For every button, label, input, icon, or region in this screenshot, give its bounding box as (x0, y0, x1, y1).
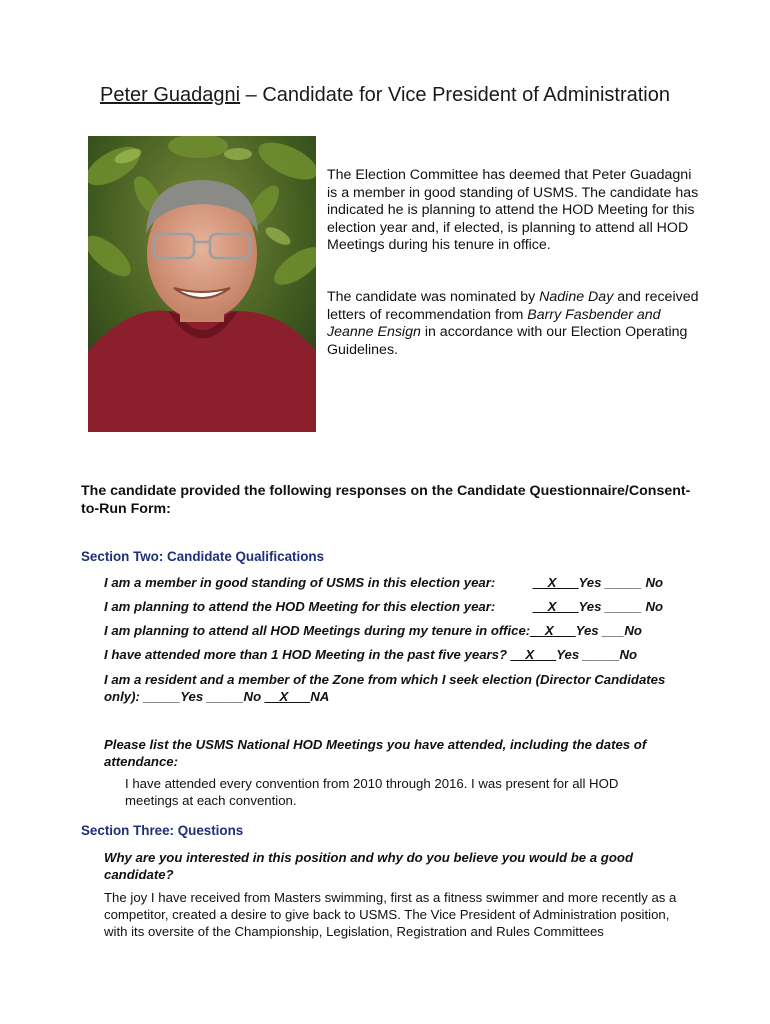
question-attend-hod-year: I am planning to attend the HOD Meeting for this election year: __X___Yes _____ No (104, 599, 664, 614)
intro-text-a: The candidate was nominated by (327, 289, 540, 305)
title-text: – Candidate for Vice President of Administration (240, 84, 670, 106)
responses-heading: The candidate provided the following responses on the Candidate Questionnaire/Consent-to-Run Form: (81, 483, 691, 517)
intro-paragraph-standing: The Election Committee has deemed that Peter Guadagni is a member in good standing of USMS. The candidate has indicated he is planning to attend the HOD Meeting for this election year and, if elected, is planning to attend all HOD Meetings during his tenure in office. (327, 167, 699, 254)
question-good-standing: I am a member in good standing of USMS in this election year: __X___Yes _____ No (104, 575, 664, 590)
question-zone-resident: I am a resident and a member of the Zone from which I seek election (Director Candidates only): _____Yes _____No __X___NA (104, 672, 666, 704)
candidate-portrait-icon (88, 136, 316, 432)
answer-attend-hod-year: __X___Yes _____ No (533, 599, 664, 614)
section-three-heading: Section Three: Questions (81, 823, 244, 838)
section-two-heading: Section Two: Candidate Qualifications (81, 549, 325, 564)
candidate-name: Peter Guadagni (100, 84, 241, 106)
answer-hod-meetings-list: I have attended every convention from 2010 through 2016. I was present for all HOD meetings at each convention. (125, 776, 619, 808)
nominator-name: Nadine Day (539, 289, 614, 305)
intro-text-c: in accordance with our Election Operating Guidelines. (327, 324, 688, 358)
question-hod-meetings-list: Please list the USMS National HOD Meetings you have attended, including the dates of attendance: (104, 737, 647, 769)
answer-interest: The joy I have received from Masters swimming, first as a fitness swimmer and more recently as a competitor, created a desire to give back to USMS. The Vice President of Administration position, with its oversite of the Championship, Legislation, Registration and Rules Committees (104, 890, 677, 939)
intro-text-b: and received letters of recommendation from (327, 289, 699, 323)
answer-attend-all-hod: __X___Yes ___No (530, 623, 642, 638)
page-title (0, 84, 770, 107)
answer-good-standing: __X___Yes _____ No (533, 575, 664, 590)
recommender-names: Barry Fasbender and Jeanne Ensign (327, 306, 661, 341)
answer-zone-resident: _____Yes _____No __X___NA (143, 689, 330, 704)
question-attend-all-hod: I am planning to attend all HOD Meetings during my tenure in office:__X___Yes ___No (104, 623, 642, 638)
answer-attended-past-hod: __X___Yes _____No (510, 647, 638, 662)
question-attended-past-hod: I have attended more than 1 HOD Meeting in the past five years? __X___Yes _____No (104, 647, 638, 662)
intro-paragraph-nomination (327, 289, 699, 359)
question-interest: Why are you interested in this position and why do you believe you would be a good candidate? (104, 850, 634, 882)
